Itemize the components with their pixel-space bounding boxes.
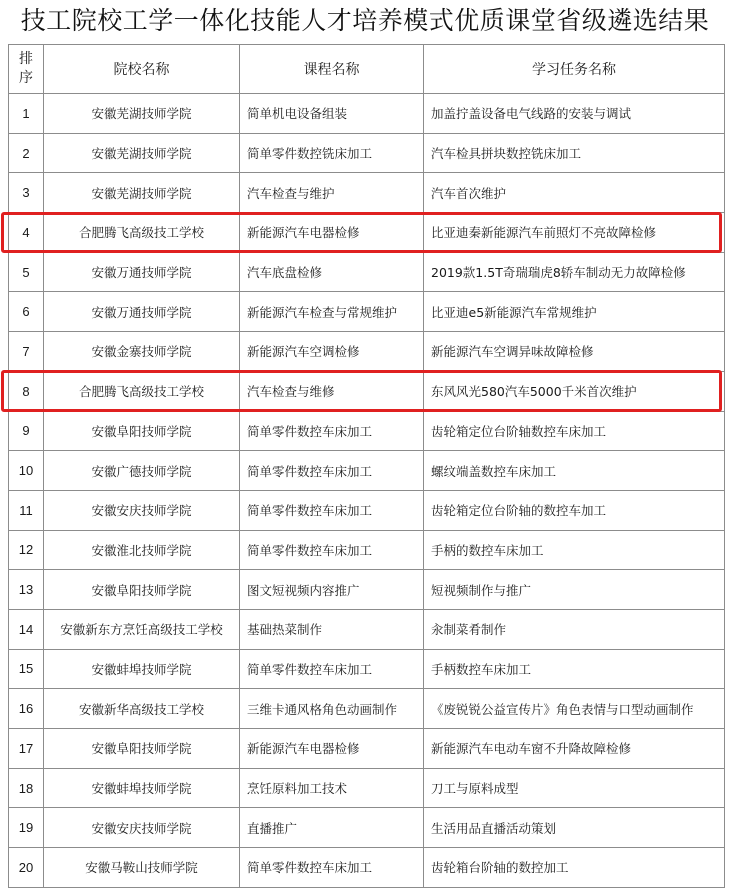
table-row (9, 729, 725, 769)
course-cell: 烹饪原料加工技术 (240, 768, 424, 808)
table-row (9, 808, 725, 848)
task-cell: 手柄数控车床加工 (424, 649, 725, 689)
table-row (9, 530, 725, 570)
task-cell: 比亚迪秦新能源汽车前照灯不亮故障检修 (424, 213, 725, 253)
task-cell: 螺纹端盖数控车床加工 (424, 451, 725, 491)
table-row (9, 848, 725, 888)
rank-cell: 9 (9, 411, 44, 451)
column-header-course: 课程名称 (240, 45, 424, 94)
school-cell: 安徽淮北技师学院 (44, 530, 240, 570)
task-cell: 齿轮箱台阶轴的数控加工 (424, 848, 725, 888)
task-cell: 东风风光580汽车5000千米首次维护 (424, 371, 725, 411)
course-cell: 简单零件数控车床加工 (240, 451, 424, 491)
results-table (8, 44, 725, 888)
rank-cell: 10 (9, 451, 44, 491)
table-row (9, 768, 725, 808)
table-row (9, 292, 725, 332)
table-row (9, 173, 725, 213)
school-cell: 安徽新东方烹饪高级技工学校 (44, 609, 240, 649)
school-cell: 安徽安庆技师学院 (44, 490, 240, 530)
course-cell: 汽车检查与维修 (240, 371, 424, 411)
course-cell: 简单零件数控车床加工 (240, 490, 424, 530)
table-row (9, 451, 725, 491)
school-cell: 安徽蚌埠技师学院 (44, 649, 240, 689)
school-cell: 安徽万通技师学院 (44, 292, 240, 332)
rank-cell: 8 (9, 371, 44, 411)
table-row (9, 570, 725, 610)
table-row (9, 371, 725, 411)
course-cell: 基础热菜制作 (240, 609, 424, 649)
school-cell: 安徽蚌埠技师学院 (44, 768, 240, 808)
rank-cell: 2 (9, 133, 44, 173)
school-cell: 安徽安庆技师学院 (44, 808, 240, 848)
task-cell: 刀工与原料成型 (424, 768, 725, 808)
rank-cell: 12 (9, 530, 44, 570)
column-header-rank (9, 45, 44, 94)
table-row (9, 94, 725, 134)
table-row (9, 490, 725, 530)
course-cell: 简单零件数控车床加工 (240, 649, 424, 689)
task-cell: 手柄的数控车床加工 (424, 530, 725, 570)
course-cell: 简单零件数控车床加工 (240, 411, 424, 451)
rank-cell: 18 (9, 768, 44, 808)
rank-cell: 11 (9, 490, 44, 530)
column-header-task: 学习任务名称 (424, 45, 725, 94)
task-cell: 汆制菜肴制作 (424, 609, 725, 649)
task-cell: 2019款1.5T奇瑞瑞虎8轿车制动无力故障检修 (424, 252, 725, 292)
rank-cell: 15 (9, 649, 44, 689)
table-row (9, 133, 725, 173)
course-cell: 简单零件数控车床加工 (240, 848, 424, 888)
rank-cell: 13 (9, 570, 44, 610)
table-row (9, 649, 725, 689)
school-cell: 安徽阜阳技师学院 (44, 729, 240, 769)
school-cell: 安徽万通技师学院 (44, 252, 240, 292)
rank-cell: 6 (9, 292, 44, 332)
rank-cell: 20 (9, 848, 44, 888)
table-header-row (9, 45, 725, 94)
table-row (9, 252, 725, 292)
task-cell: 新能源汽车空调异味故障检修 (424, 332, 725, 372)
course-cell: 新能源汽车电器检修 (240, 729, 424, 769)
school-cell: 安徽芜湖技师学院 (44, 94, 240, 134)
school-cell: 安徽芜湖技师学院 (44, 133, 240, 173)
table-row (9, 332, 725, 372)
table-row (9, 609, 725, 649)
table-body (9, 94, 725, 888)
task-cell: 新能源汽车电动车窗不升降故障检修 (424, 729, 725, 769)
school-cell: 安徽芜湖技师学院 (44, 173, 240, 213)
course-cell: 新能源汽车检查与常规维护 (240, 292, 424, 332)
school-cell: 安徽新华高级技工学校 (44, 689, 240, 729)
task-cell: 生活用品直播活动策划 (424, 808, 725, 848)
rank-cell: 14 (9, 609, 44, 649)
school-cell: 安徽阜阳技师学院 (44, 411, 240, 451)
rank-cell: 5 (9, 252, 44, 292)
course-cell: 图文短视频内容推广 (240, 570, 424, 610)
course-cell: 直播推广 (240, 808, 424, 848)
rank-cell: 7 (9, 332, 44, 372)
rank-cell: 3 (9, 173, 44, 213)
school-cell: 安徽马鞍山技师学院 (44, 848, 240, 888)
course-cell: 汽车检查与维护 (240, 173, 424, 213)
school-cell: 合肥腾飞高级技工学校 (44, 213, 240, 253)
course-cell: 新能源汽车电器检修 (240, 213, 424, 253)
page-title: 技工院校工学一体化技能人才培养模式优质课堂省级遴选结果 (20, 6, 710, 35)
task-cell: 加盖拧盖设备电气线路的安装与调试 (424, 94, 725, 134)
task-cell: 齿轮箱定位台阶轴数控车床加工 (424, 411, 725, 451)
task-cell: 《废锐锐公益宣传片》角色表情与口型动画制作 (424, 689, 725, 729)
rank-header-line-2: 序 (19, 70, 33, 86)
course-cell: 三维卡通风格角色动画制作 (240, 689, 424, 729)
rank-cell: 16 (9, 689, 44, 729)
course-cell: 新能源汽车空调检修 (240, 332, 424, 372)
course-cell: 简单零件数控车床加工 (240, 530, 424, 570)
task-cell: 汽车首次维护 (424, 173, 725, 213)
table-row (9, 411, 725, 451)
task-cell: 齿轮箱定位台阶轴的数控车加工 (424, 490, 725, 530)
task-cell: 比亚迪e5新能源汽车常规维护 (424, 292, 725, 332)
table-row (9, 689, 725, 729)
school-cell: 合肥腾飞高级技工学校 (44, 371, 240, 411)
rank-header-line-1: 排 (19, 51, 33, 67)
rank-cell: 1 (9, 94, 44, 134)
course-cell: 简单零件数控铣床加工 (240, 133, 424, 173)
course-cell: 汽车底盘检修 (240, 252, 424, 292)
school-cell: 安徽阜阳技师学院 (44, 570, 240, 610)
rank-cell: 19 (9, 808, 44, 848)
column-header-school: 院校名称 (44, 45, 240, 94)
rank-cell: 17 (9, 729, 44, 769)
table-row (9, 213, 725, 253)
task-cell: 短视频制作与推广 (424, 570, 725, 610)
rank-cell: 4 (9, 213, 44, 253)
course-cell: 简单机电设备组装 (240, 94, 424, 134)
task-cell: 汽车检具拼块数控铣床加工 (424, 133, 725, 173)
school-cell: 安徽广德技师学院 (44, 451, 240, 491)
school-cell: 安徽金寨技师学院 (44, 332, 240, 372)
